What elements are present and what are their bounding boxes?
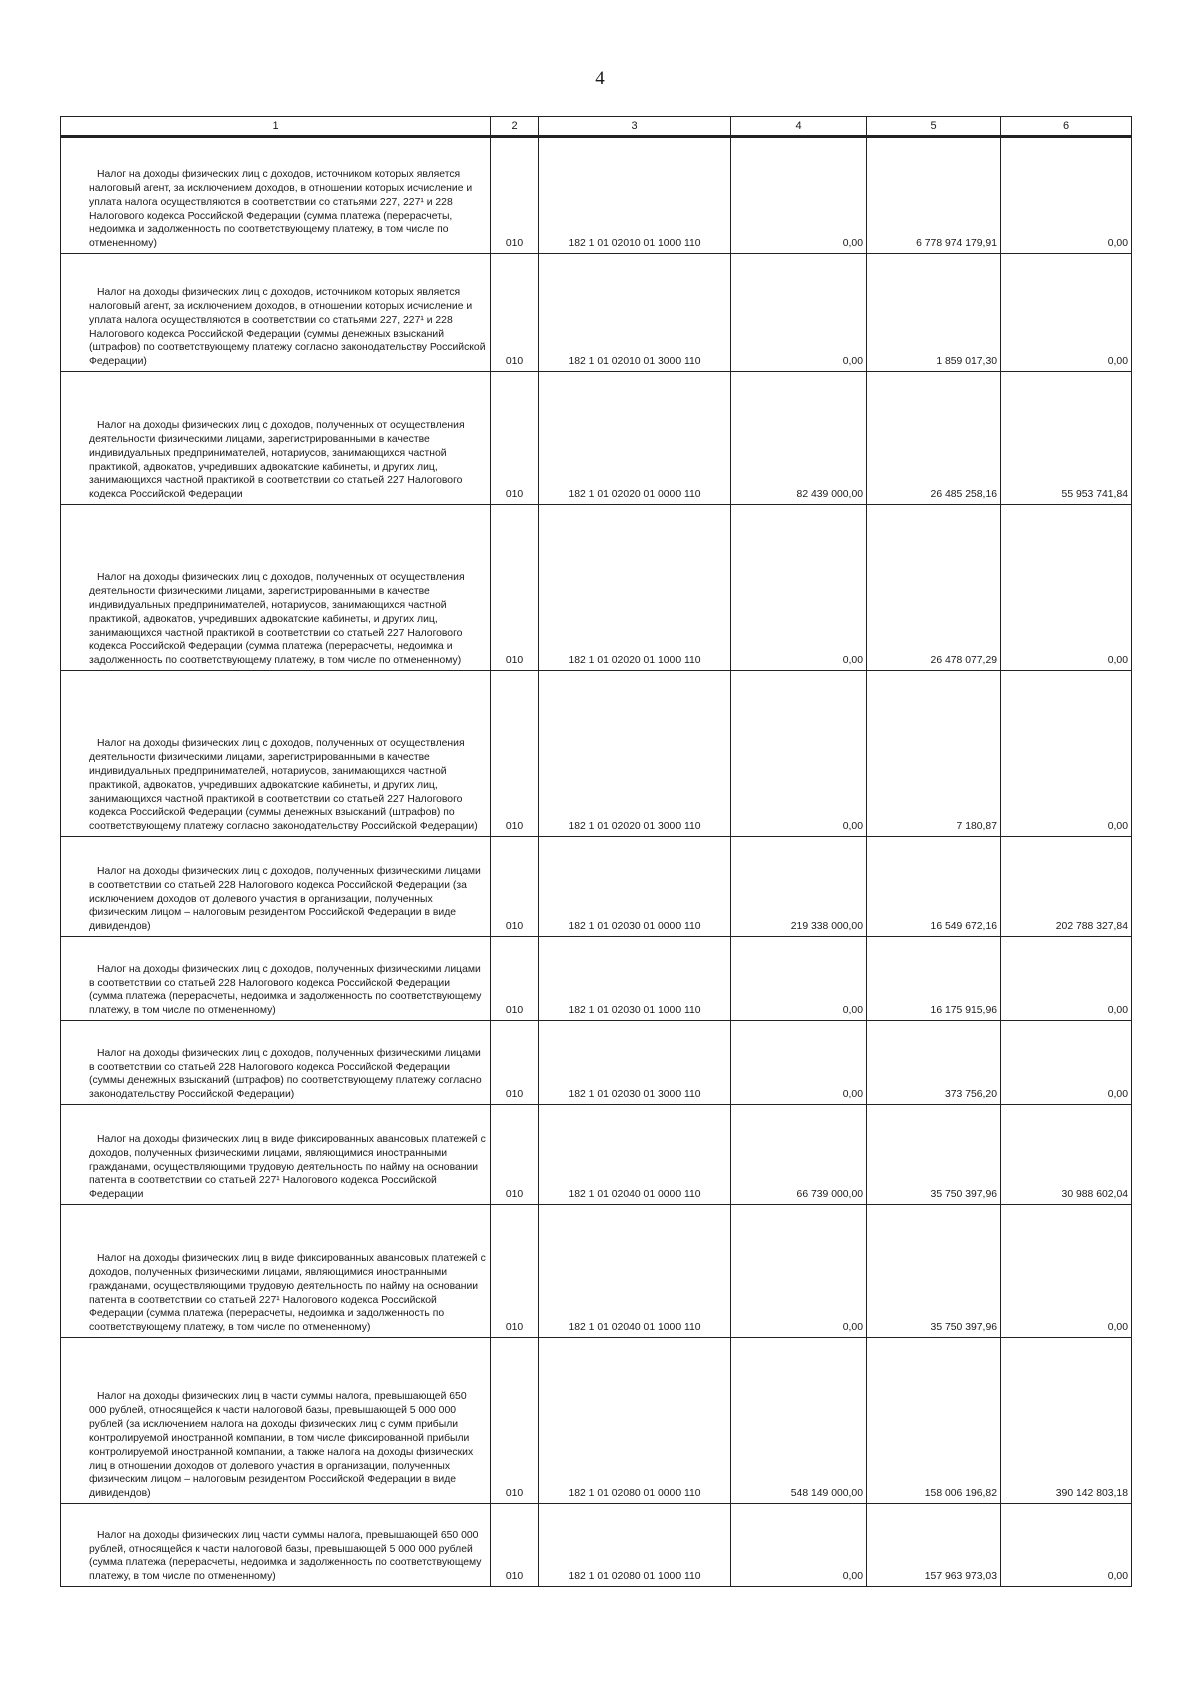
row-name: Налог на доходы физических лиц в виде фиксированных авансовых платежей с доходов, полученных физическими лицами, являющимися иностранными гражданами, осуществляющими трудовую деятельность по найму на основании патента в соответствии со статьей 227¹ Налогового кодекса Российской Федерации bbox=[89, 1133, 486, 1201]
unexecuted-amount-cell: 202 788 327,84 bbox=[1001, 837, 1132, 937]
row-name: Налог на доходы физических лиц части суммы налога, превышающей 650 000 рублей, относящейся к части налоговой базы, превышающей 5 000 000 рублей (сумма платежа (перерасчеты, недоимка и задолженность по соответствующему платежу, в том числе по отмененному) bbox=[89, 1529, 482, 1583]
row-name-cell bbox=[61, 137, 491, 254]
row-name-cell bbox=[61, 671, 491, 837]
budget-code-cell: 182 1 01 02030 01 1000 110 bbox=[539, 937, 731, 1021]
budget-code-cell: 182 1 01 02040 01 1000 110 bbox=[539, 1205, 731, 1338]
line-code-cell: 010 bbox=[491, 1105, 539, 1205]
table-row bbox=[61, 254, 1132, 372]
line-code-cell: 010 bbox=[491, 372, 539, 505]
approved-amount-cell: 82 439 000,00 bbox=[731, 372, 867, 505]
table-row bbox=[61, 1504, 1132, 1587]
approved-amount-cell: 0,00 bbox=[731, 254, 867, 372]
column-header: 6 bbox=[1001, 117, 1132, 137]
table-row bbox=[61, 1105, 1132, 1205]
revenue-table bbox=[60, 116, 1132, 1587]
line-code-cell: 010 bbox=[491, 671, 539, 837]
line-code-cell: 010 bbox=[491, 254, 539, 372]
row-name: Налог на доходы физических лиц в части суммы налога, превышающей 650 000 рублей, относящейся к части налоговой базы, превышающей 5 000 000 рублей (за исключением налога на доходы физических лиц с сумм прибыли контролируемой иностранной компании, в том числе фиксированной прибыли контролируемой иностранной компании, а также налога на доходы физических лиц в отношении доходов от долевого участия в организации, полученных физическим лицом – налоговым резидентом Российской Федерации в виде дивидендов) bbox=[89, 1391, 474, 1500]
approved-amount-cell: 0,00 bbox=[731, 1504, 867, 1587]
table-body bbox=[61, 137, 1132, 1587]
table-row bbox=[61, 837, 1132, 937]
line-code-cell: 010 bbox=[491, 837, 539, 937]
column-header: 3 bbox=[539, 117, 731, 137]
row-name: Налог на доходы физических лиц с доходов, полученных физическими лицами в соответствии со статьей 228 Налогового кодекса Российской Федерации (сумма платежа (перерасчеты, недоимка и задолженность по соответствующему платежу, в том числе по отмененному) bbox=[89, 963, 482, 1017]
unexecuted-amount-cell: 0,00 bbox=[1001, 1205, 1132, 1338]
row-name: Налог на доходы физических лиц с доходов, источником которых является налоговый агент, за исключением доходов, в отношении которых исчисление и уплата налога осуществляются в соответствии со статьями 227, 227¹ и 228 Налогового кодекса Российской Федерации (суммы денежных взысканий (штрафов) по соответствующему платежу согласно законодательству Российской Федерации) bbox=[89, 287, 486, 368]
row-name-cell bbox=[61, 937, 491, 1021]
executed-amount-cell: 6 778 974 179,91 bbox=[867, 137, 1001, 254]
table-header-row bbox=[61, 117, 1132, 137]
row-name: Налог на доходы физических лиц с доходов, полученных физическими лицами в соответствии со статьей 228 Налогового кодекса Российской Федерации (суммы денежных взысканий (штрафов) по соответствующему платежу согласно законодательству Российской Федерации) bbox=[89, 1047, 482, 1101]
table-row bbox=[61, 505, 1132, 671]
executed-amount-cell: 35 750 397,96 bbox=[867, 1105, 1001, 1205]
row-name-cell bbox=[61, 1504, 491, 1587]
page-number: 4 bbox=[595, 68, 605, 89]
executed-amount-cell: 16 175 915,96 bbox=[867, 937, 1001, 1021]
table-row bbox=[61, 1338, 1132, 1504]
line-code-cell: 010 bbox=[491, 137, 539, 254]
line-code-cell: 010 bbox=[491, 1021, 539, 1105]
approved-amount-cell: 219 338 000,00 bbox=[731, 837, 867, 937]
row-name-cell bbox=[61, 837, 491, 937]
column-header: 4 bbox=[731, 117, 867, 137]
unexecuted-amount-cell: 0,00 bbox=[1001, 1021, 1132, 1105]
table-row bbox=[61, 137, 1132, 254]
executed-amount-cell: 158 006 196,82 bbox=[867, 1338, 1001, 1504]
budget-code-cell: 182 1 01 02010 01 1000 110 bbox=[539, 137, 731, 254]
executed-amount-cell: 373 756,20 bbox=[867, 1021, 1001, 1105]
approved-amount-cell: 0,00 bbox=[731, 1021, 867, 1105]
approved-amount-cell: 0,00 bbox=[731, 1205, 867, 1338]
table-row bbox=[61, 372, 1132, 505]
unexecuted-amount-cell: 390 142 803,18 bbox=[1001, 1338, 1132, 1504]
approved-amount-cell: 0,00 bbox=[731, 137, 867, 254]
executed-amount-cell: 16 549 672,16 bbox=[867, 837, 1001, 937]
approved-amount-cell: 548 149 000,00 bbox=[731, 1338, 867, 1504]
row-name: Налог на доходы физических лиц в виде фиксированных авансовых платежей с доходов, полученных физическими лицами, являющимися иностранными гражданами, осуществляющими трудовую деятельность по найму на основании патента в соответствии со статьей 227¹ Налогового кодекса Российской Федерации (сумма платежа (перерасчеты, недоимка и задолженность по соответствующему платежу, в том числе по отмененному) bbox=[89, 1253, 486, 1334]
unexecuted-amount-cell: 0,00 bbox=[1001, 254, 1132, 372]
row-name: Налог на доходы физических лиц с доходов, полученных от осуществления деятельности физическими лицами, зарегистрированными в качестве индивидуальных предпринимателей, нотариусов, занимающихся частной практикой, адвокатов, учредивших адвокатские кабинеты, и других лиц, занимающихся частной практикой в соответствии со статьей 227 Налогового кодекса Российской Федерации (сумма платежа (перерасчеты, недоимка и задолженность по соответствующему платежу, в том числе по отмененному) bbox=[89, 572, 465, 667]
budget-code-cell: 182 1 01 02030 01 3000 110 bbox=[539, 1021, 731, 1105]
row-name-cell bbox=[61, 505, 491, 671]
table-row bbox=[61, 937, 1132, 1021]
approved-amount-cell: 0,00 bbox=[731, 671, 867, 837]
row-name-cell bbox=[61, 254, 491, 372]
approved-amount-cell: 0,00 bbox=[731, 505, 867, 671]
unexecuted-amount-cell: 0,00 bbox=[1001, 1504, 1132, 1587]
budget-code-cell: 182 1 01 02020 01 3000 110 bbox=[539, 671, 731, 837]
budget-code-cell: 182 1 01 02020 01 0000 110 bbox=[539, 372, 731, 505]
column-header: 5 bbox=[867, 117, 1001, 137]
budget-code-cell: 182 1 01 02030 01 0000 110 bbox=[539, 837, 731, 937]
row-name-cell bbox=[61, 1021, 491, 1105]
row-name-cell bbox=[61, 1205, 491, 1338]
budget-code-cell: 182 1 01 02080 01 1000 110 bbox=[539, 1504, 731, 1587]
line-code-cell: 010 bbox=[491, 505, 539, 671]
unexecuted-amount-cell: 30 988 602,04 bbox=[1001, 1105, 1132, 1205]
row-name: Налог на доходы физических лиц с доходов, полученных от осуществления деятельности физическими лицами, зарегистрированными в качестве индивидуальных предпринимателей, нотариусов, занимающихся частной практикой, адвокатов, учредивших адвокатские кабинеты, и других лиц, занимающихся частной практикой в соответствии со статьей 227 Налогового кодекса Российской Федерации bbox=[89, 420, 465, 501]
unexecuted-amount-cell: 0,00 bbox=[1001, 137, 1132, 254]
row-name: Налог на доходы физических лиц с доходов, источником которых является налоговый агент, за исключением доходов, в отношении которых исчисление и уплата налога осуществляются в соответствии со статьями 227, 227¹ и 228 Налогового кодекса Российской Федерации (сумма платежа (перерасчеты, недоимка и задолженность по соответствующему платежу, в том числе по отмененному) bbox=[89, 169, 473, 250]
executed-amount-cell: 26 478 077,29 bbox=[867, 505, 1001, 671]
table-row bbox=[61, 671, 1132, 837]
line-code-cell: 010 bbox=[491, 1338, 539, 1504]
approved-amount-cell: 66 739 000,00 bbox=[731, 1105, 867, 1205]
row-name-cell bbox=[61, 1338, 491, 1504]
row-name: Налог на доходы физических лиц с доходов, полученных от осуществления деятельности физическими лицами, зарегистрированными в качестве индивидуальных предпринимателей, нотариусов, занимающихся частной практикой, адвокатов, учредивших адвокатские кабинеты, и других лиц, занимающихся частной практикой в соответствии со статьей 227 Налогового кодекса Российской Федерации (суммы денежных взысканий (штрафов) по соответствующему платежу согласно законодательству Российской Федерации) bbox=[89, 738, 478, 833]
column-header: 2 bbox=[491, 117, 539, 137]
executed-amount-cell: 26 485 258,16 bbox=[867, 372, 1001, 505]
executed-amount-cell: 1 859 017,30 bbox=[867, 254, 1001, 372]
line-code-cell: 010 bbox=[491, 937, 539, 1021]
unexecuted-amount-cell: 0,00 bbox=[1001, 937, 1132, 1021]
unexecuted-amount-cell: 0,00 bbox=[1001, 505, 1132, 671]
approved-amount-cell: 0,00 bbox=[731, 937, 867, 1021]
column-header: 1 bbox=[61, 117, 491, 137]
row-name: Налог на доходы физических лиц с доходов, полученных физическими лицами в соответствии со статьей 228 Налогового кодекса Российской Федерации (за исключением доходов от долевого участия в организации, полученных физическим лицом – налоговым резидентом Российской Федерации в виде дивидендов) bbox=[89, 865, 481, 933]
budget-code-cell: 182 1 01 02010 01 3000 110 bbox=[539, 254, 731, 372]
executed-amount-cell: 35 750 397,96 bbox=[867, 1205, 1001, 1338]
table-row bbox=[61, 1205, 1132, 1338]
unexecuted-amount-cell: 0,00 bbox=[1001, 671, 1132, 837]
row-name-cell bbox=[61, 1105, 491, 1205]
line-code-cell: 010 bbox=[491, 1504, 539, 1587]
row-name-cell bbox=[61, 372, 491, 505]
budget-code-cell: 182 1 01 02040 01 0000 110 bbox=[539, 1105, 731, 1205]
line-code-cell: 010 bbox=[491, 1205, 539, 1338]
budget-code-cell: 182 1 01 02020 01 1000 110 bbox=[539, 505, 731, 671]
table-row bbox=[61, 1021, 1132, 1105]
executed-amount-cell: 157 963 973,03 bbox=[867, 1504, 1001, 1587]
executed-amount-cell: 7 180,87 bbox=[867, 671, 1001, 837]
budget-code-cell: 182 1 01 02080 01 0000 110 bbox=[539, 1338, 731, 1504]
unexecuted-amount-cell: 55 953 741,84 bbox=[1001, 372, 1132, 505]
